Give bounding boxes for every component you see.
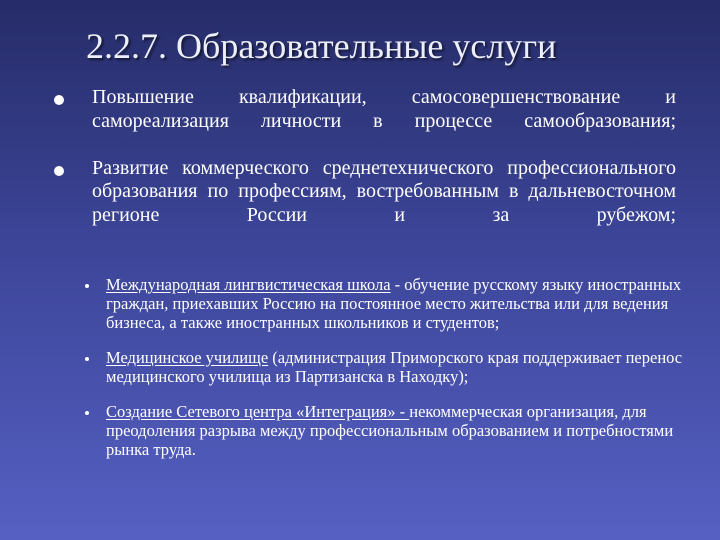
medical-school-link[interactable]: Медицинское училище <box>106 348 269 367</box>
main-bullet-text: Повышение квалификации, самосовершенствование и самореализация личности в процессе самообразования; <box>92 86 676 132</box>
bullet-dot-icon <box>85 357 89 361</box>
linguistic-school-link[interactable]: Международная лингвистическая школа <box>106 275 391 294</box>
sub-bullet-text <box>106 348 696 386</box>
slide-title: 2.2.7. Образовательные услуги <box>86 26 557 66</box>
sub-bullet-text <box>106 275 696 332</box>
main-bullet-list <box>54 86 676 251</box>
sub-bullet-list <box>84 275 696 459</box>
sub-bullet-description: некоммерческая организация, для преодоления разрыва между профессиональным образованием и потребностями рынка труда. <box>106 402 674 459</box>
bullet-dot-icon <box>85 284 89 288</box>
sub-bullet-text <box>106 402 696 459</box>
main-bullet-item <box>54 86 676 157</box>
sub-bullet-description: (администрация Приморского края поддерживает перенос медицинского училища из Партизанска в Находку); <box>106 348 683 386</box>
sub-bullet-description: - обучение русскому языку иностранных граждан, приехавших Россию на постоянное место жительства или для ведения бизнеса, а также иностранных школьников и студентов; <box>106 275 682 332</box>
bullet-icon <box>54 166 64 176</box>
network-center-link[interactable]: Создание Сетевого центра «Интеграция» - <box>106 402 410 421</box>
bullet-dot-icon <box>85 411 89 415</box>
main-bullet-text: Развитие коммерческого среднетехнического профессионального образования по профессиям, востребованным в дальневосточном регионе России и за рубежом; <box>92 156 676 226</box>
sub-bullet-item <box>84 348 696 386</box>
sub-bullet-item <box>84 402 696 459</box>
main-bullet-item <box>54 157 676 251</box>
bullet-icon <box>54 95 64 105</box>
sub-bullet-item <box>84 275 696 332</box>
